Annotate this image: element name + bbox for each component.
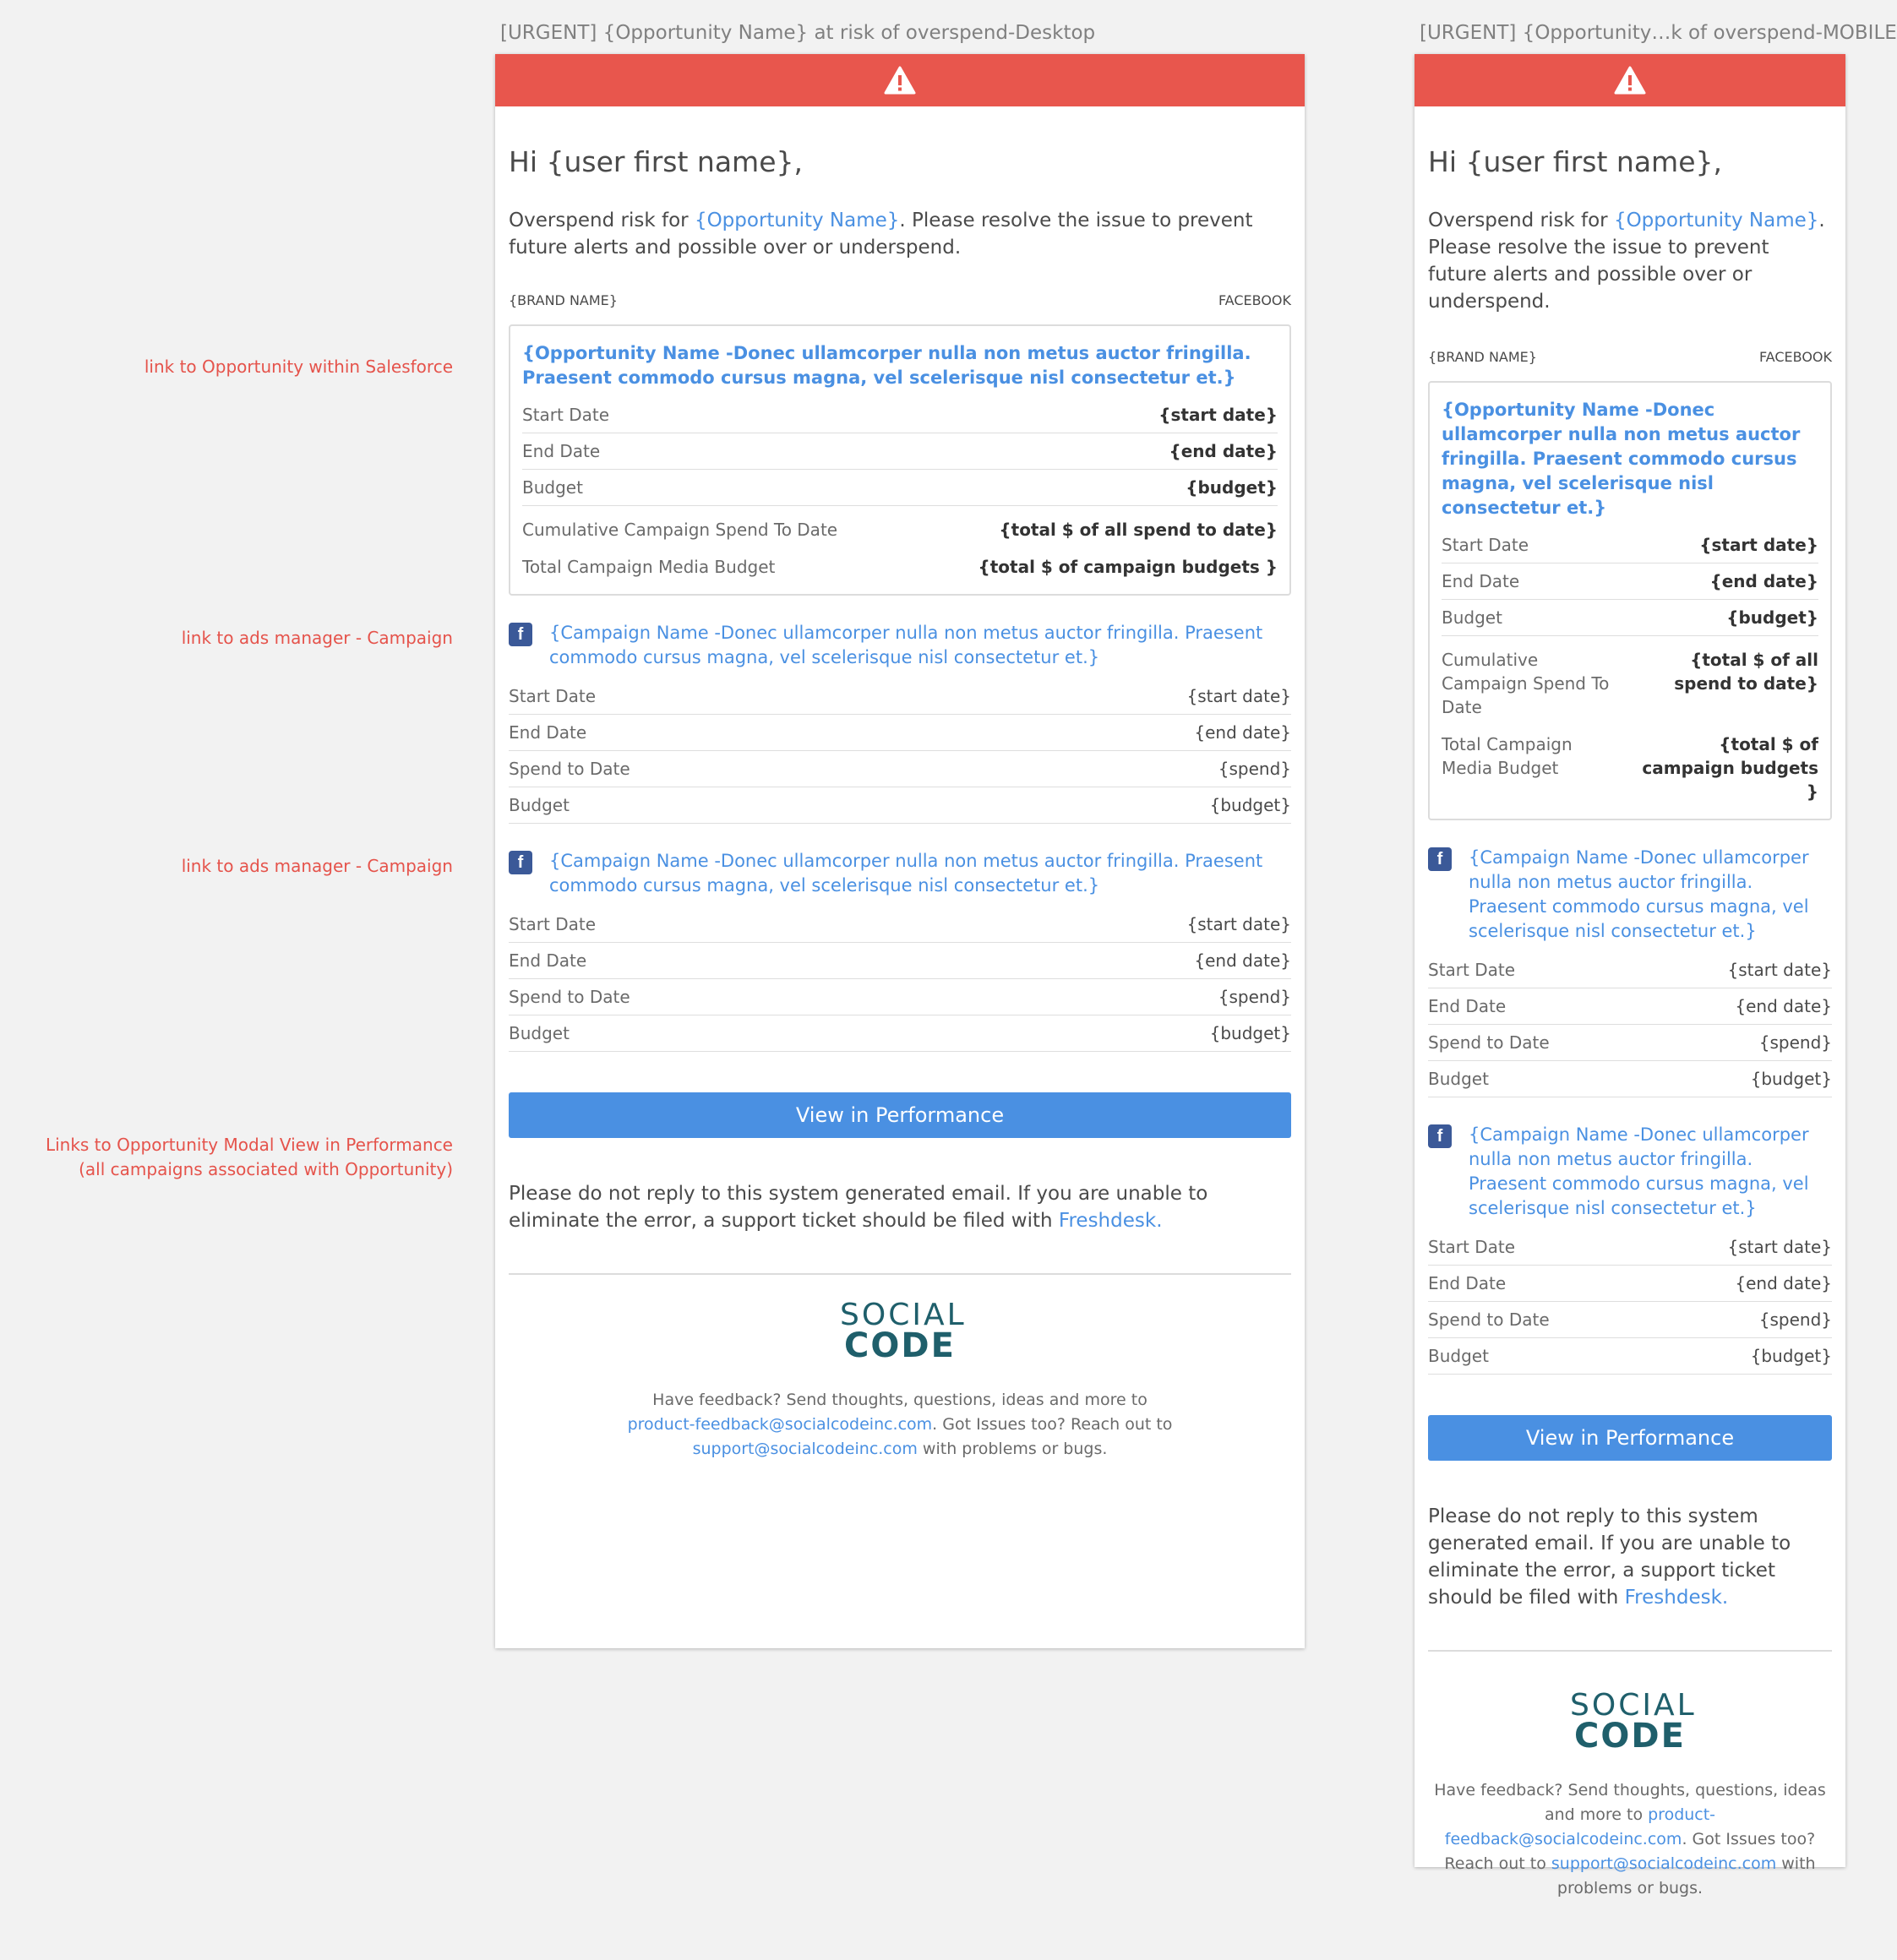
opportunity-card — [509, 324, 1291, 596]
feedback-text: Have feedback? Send thoughts, questions, ideas and more to product-feedback@socialcodeinc.com. Got Issues too? Reach out to support@socialcodeinc.com with problems or bugs. — [1434, 1781, 1826, 1897]
platform-name: FACEBOOK — [1218, 292, 1291, 308]
campaign-row-end-date: End Date {end date} — [509, 943, 1291, 979]
facebook-icon: f — [509, 623, 532, 646]
campaign-row-end-date: End Date {end date} — [1428, 1266, 1832, 1302]
greeting: Hi {user first name}, — [509, 145, 803, 178]
brand-name: {BRAND NAME} — [1428, 349, 1537, 365]
freshdesk-link[interactable]: Freshdesk. — [1624, 1587, 1729, 1609]
email-desktop — [495, 54, 1305, 1648]
opp-row-cumulative-spend: Cumulative Campaign Spend To Date {total $ of all spend to date} — [1442, 650, 1818, 717]
opp-row-total-budget: Total Campaign Media Budget {total $ of campaign budgets } — [1442, 734, 1818, 802]
opp-row-end-date: End Date {end date} — [1442, 564, 1818, 600]
campaign-row-end-date: End Date {end date} — [509, 715, 1291, 751]
opp-row-budget: Budget {budget} — [522, 470, 1278, 506]
product-feedback-email-link[interactable]: product-feedback@socialcodeinc.com — [1444, 1805, 1716, 1848]
campaign-row-start-date: Start Date {start date} — [1428, 952, 1832, 988]
alert-bar — [495, 54, 1305, 106]
annotation-performance-line2: (all campaigns associated with Opportunity) — [79, 1159, 453, 1179]
intro-text: Overspend risk for {Opportunity Name}. Please resolve the issue to prevent future alerts and possible over or underspend. — [509, 210, 1253, 259]
email-mobile — [1415, 54, 1845, 1897]
campaign-row-spend: Spend to Date {spend} — [1428, 1025, 1832, 1061]
campaign-block — [509, 621, 1291, 824]
campaign-row-budget: Budget {budget} — [1428, 1061, 1832, 1097]
artboard-title-mobile: [URGENT] {Opportunity…k of overspend-MOBILE — [1420, 22, 1897, 44]
campaign-name-link[interactable]: {Campaign Name -Donec ullamcorper nulla non metus auctor fringilla. Praesent commodo cursus magna, vel scelerisque nisl consectetur et.} — [1469, 1124, 1809, 1218]
warning-triangle-icon — [884, 66, 916, 95]
opp-row-end-date: End Date {end date} — [522, 433, 1278, 470]
campaign-name-link[interactable]: {Campaign Name -Donec ullamcorper nulla non metus auctor fringilla. Praesent commodo cursus magna, vel scelerisque nisl consectetur et.} — [1469, 847, 1809, 941]
opportunity-name-link[interactable]: {Opportunity Name -Donec ullamcorper nulla non metus auctor fringilla. Praesent commodo cursus magna, vel scelerisque nisl consectetur et.} — [522, 343, 1251, 388]
campaign-block — [1428, 846, 1832, 1097]
campaign-row-end-date: End Date {end date} — [1428, 988, 1832, 1025]
annotation-campaign-link-1: link to ads manager - Campaign — [181, 628, 453, 648]
view-in-performance-button[interactable]: View in Performance — [1428, 1415, 1832, 1461]
campaign-block — [509, 849, 1291, 1052]
opportunity-card — [1428, 381, 1832, 820]
campaign-row-spend: Spend to Date {spend} — [1428, 1302, 1832, 1338]
opportunity-name-link[interactable]: {Opportunity Name -Donec ullamcorper nulla non metus auctor fringilla. Praesent commodo cursus magna, vel scelerisque nisl consectetur et.} — [1442, 400, 1801, 518]
feedback-text: Have feedback? Send thoughts, questions, ideas and more to product-feedback@socialcodeinc.com. Got Issues too? Reach out to support@socialcodeinc.com with problems or bugs. — [627, 1391, 1173, 1458]
footnote: Please do not reply to this system generated email. If you are unable to eliminate the error, a support ticket should be filed with Freshdesk. — [509, 1183, 1208, 1232]
campaign-row-spend: Spend to Date {spend} — [509, 751, 1291, 787]
campaign-name-link[interactable]: {Campaign Name -Donec ullamcorper nulla non metus auctor fringilla. Praesent commodo cursus magna, vel scelerisque nisl consectetur et.} — [549, 851, 1263, 896]
product-feedback-email-link[interactable]: product-feedback@socialcodeinc.com — [627, 1415, 933, 1434]
campaign-row-budget: Budget {budget} — [509, 1015, 1291, 1052]
campaign-row-start-date: Start Date {start date} — [509, 906, 1291, 943]
brand-platform-row — [509, 292, 1291, 308]
campaign-row-start-date: Start Date {start date} — [1428, 1229, 1832, 1266]
facebook-icon: f — [1428, 847, 1452, 871]
alert-bar — [1415, 54, 1845, 106]
opp-row-cumulative-spend: Cumulative Campaign Spend To Date {total $ of all spend to date} — [522, 520, 1278, 540]
brand-platform-row — [1428, 349, 1832, 365]
opp-row-total-budget: Total Campaign Media Budget {total $ of campaign budgets } — [522, 557, 1278, 577]
footnote: Please do not reply to this system generated email. If you are unable to eliminate the error, a support ticket should be filed with Freshdesk. — [1428, 1505, 1791, 1609]
opp-row-start-date: Start Date {start date} — [522, 397, 1278, 433]
campaign-block — [1428, 1123, 1832, 1375]
facebook-icon: f — [1428, 1124, 1452, 1148]
campaign-row-budget: Budget {budget} — [1428, 1338, 1832, 1375]
annotation-performance-line1: Links to Opportunity Modal View in Performance — [45, 1135, 453, 1155]
annotation-opportunity-link: link to Opportunity within Salesforce — [144, 357, 453, 377]
footer-divider — [1428, 1650, 1832, 1652]
socialcode-logo: SOCIAL CODE — [1570, 1688, 1697, 1756]
annotation-campaign-link-2: link to ads manager - Campaign — [181, 856, 453, 876]
view-in-performance-button[interactable]: View in Performance — [509, 1092, 1291, 1138]
support-email-link[interactable]: support@socialcodeinc.com — [1551, 1854, 1777, 1873]
support-email-link[interactable]: support@socialcodeinc.com — [692, 1440, 918, 1458]
campaign-name-link[interactable]: {Campaign Name -Donec ullamcorper nulla non metus auctor fringilla. Praesent commodo cursus magna, vel scelerisque nisl consectetur et.} — [549, 623, 1263, 667]
greeting: Hi {user first name}, — [1428, 145, 1722, 178]
campaign-row-spend: Spend to Date {spend} — [509, 979, 1291, 1015]
annotation-performance-link — [46, 1133, 453, 1182]
freshdesk-link[interactable]: Freshdesk. — [1058, 1210, 1163, 1232]
facebook-icon: f — [509, 851, 532, 874]
opportunity-link[interactable]: {Opportunity Name} — [694, 210, 900, 231]
artboard-title-desktop: [URGENT] {Opportunity Name} at risk of overspend-Desktop — [500, 22, 1096, 44]
opportunity-link[interactable]: {Opportunity Name} — [1613, 210, 1819, 231]
campaign-row-start-date: Start Date {start date} — [509, 678, 1291, 715]
campaign-row-budget: Budget {budget} — [509, 787, 1291, 824]
socialcode-logo: SOCIAL CODE — [840, 1298, 967, 1365]
platform-name: FACEBOOK — [1758, 349, 1832, 365]
warning-triangle-icon — [1614, 66, 1646, 95]
intro-text: Overspend risk for {Opportunity Name}. Please resolve the issue to prevent future alerts and possible over or underspend. — [1428, 210, 1825, 313]
opp-row-budget: Budget {budget} — [1442, 600, 1818, 636]
footer-divider — [509, 1273, 1291, 1275]
brand-name: {BRAND NAME} — [509, 292, 618, 308]
opp-row-start-date: Start Date {start date} — [1442, 527, 1818, 564]
